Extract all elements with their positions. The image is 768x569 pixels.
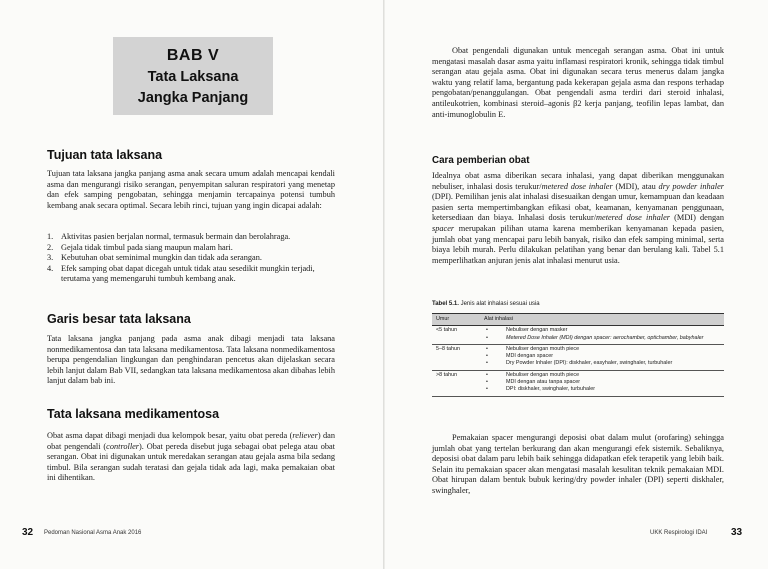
device-item: • DPI: diskhaler, swinghaler, turbuhaler	[484, 386, 720, 393]
table-row	[432, 326, 724, 345]
aims-list	[47, 232, 335, 285]
column-header-umur: Umur	[432, 314, 480, 326]
cell-age: 5–8 tahun	[432, 344, 480, 370]
paragraph-garis-besar: Tata laksana jangka panjang pada asma anak dibagi menjadi tata laksana nonmedikamentosa dan tata laksana medikamentosa. Tata laksana nonmedikamentosa berupa pengendalian lingkungan dan penghindaran pencetus akan dijelaskan secara lebih lanjut dalam Bab VII, sedangkan tata laksana medikamentosa akan dibahas lebih lanjut dalam bab ini.	[47, 334, 335, 386]
paragraph-spacer: Pemakaian spacer mengurangi deposisi obat dalam mulut (orofaring) sehingga jumlah obat yang tertelan berkurang dan akan mengurangi efek sistemik. Sebaliknya, deposisi obat dalam paru lebih baik sehingga didapatkan efek terapetik yang lebih baik. Selain itu pemakaian spacer akan mengatasi masalah kesulitan teknik pemakaian MDI. Obat hirupan dalam bentuk bubuk kering/dry powder inhaler (DPI) seperti diskhaler, swinghaler,	[432, 433, 724, 495]
page-number-left: 32	[22, 527, 34, 538]
chapter-header-box	[113, 37, 273, 115]
table-row	[432, 370, 724, 396]
column-header-alat: Alat inhalasi	[480, 314, 724, 326]
device-item: • Nebuliser dengan masker	[484, 327, 720, 334]
page-gutter	[383, 0, 385, 569]
heading-medikamentosa: Tata laksana medikamentosa	[47, 407, 220, 421]
device-item: • MDI dengan atau tanpa spacer	[484, 379, 720, 386]
inhaler-table	[432, 313, 724, 397]
footer-right: UKK Respirologi IDAI	[650, 530, 708, 536]
device-item: • Nebuliser dengan mouth piece	[484, 346, 720, 353]
paragraph-obat-pengendali: Obat pengendali digunakan untuk mencegah serangan asma. Obat ini untuk mengatasi masalah dasar asma yaitu inflamasi respiratori kronik, sehingga tidak timbul serangan atau gejala asma. Obat ini digunakan secara terus menerus dalam jangka waktu yang relatif lama, bergantung pada kekerapan gejala asma dan respons terhadap pengobatan/penanggulangan. Obat pengendali asma terdiri dari steroid inhalasi, antileukotrien, kombinasi steroid–agonis β2 kerja panjang, teofilin lepas lambat, dan anti-imunoglobulin E.	[432, 46, 724, 119]
list-item: 2. Gejala tidak timbul pada siang maupun malam hari.	[47, 242, 233, 252]
page-number-right: 33	[731, 527, 743, 538]
chapter-title-line-1: Tata Laksana	[147, 69, 239, 85]
device-item: • Nebuliser dengan mouth piece	[484, 372, 720, 379]
heading-tujuan: Tujuan tata laksana	[47, 148, 163, 162]
table-row	[432, 344, 724, 370]
list-item: 3. Kebutuhan obat seminimal mungkin dan tidak ada serangan.	[47, 253, 262, 263]
chapter-number: BAB V	[166, 47, 220, 64]
cell-devices	[480, 326, 724, 345]
device-item: • Dry Powder Inhaler (DPI): diskhaler, easyhaler, swinghaler, turbuhaler	[484, 360, 720, 367]
list-item: 4. Efek samping obat dapat dicegah untuk tidak atau sesedikit mungkin terjadi, terutama yang memengaruhi tumbuh kembang anak.	[47, 263, 315, 284]
footer-left: Pedoman Nasional Asma Anak 2016	[44, 530, 142, 536]
heading-cara-pemberian: Cara pemberian obat	[432, 155, 530, 166]
cell-age: >8 tahun	[432, 370, 480, 396]
cell-devices	[480, 344, 724, 370]
device-item: • Metered Dose Inhaler (MDI) dengan spacer: aerochamber, optichamber, babyhaler	[484, 335, 720, 342]
chapter-title-line-2: Jangka Panjang	[137, 90, 249, 106]
paragraph-medikamentosa: Obat asma dapat dibagi menjadi dua kelompok besar, yaitu obat pereda (reliever) dan obat pengendali (controller). Obat pereda disebut juga sebagai obat pelega atau obat serangan. Obat ini digunakan untuk meredakan serangan atau gejala asma bila sedang timbul. Bila serangan sudah teratasi dan gejala tidak ada lagi, maka pemakaian obat ini dihentikan.	[47, 431, 336, 483]
table-caption: Tabel 5.1. Jenis alat inhalasi sesuai usia	[432, 301, 540, 307]
list-item: 1. Aktivitas pasien berjalan normal, termasuk bermain dan berolahraga.	[47, 232, 291, 241]
device-item: • MDI dengan spacer	[484, 353, 720, 360]
paragraph-tujuan: Tujuan tata laksana jangka panjang asma anak secara umum adalah mencapai kendali asma dan mengurangi risiko serangan, penyempitan saluran respiratori yang menetap dan efek samping pengobatan, sehingga menjamin tercapainya potensi tumbuh kembang anak secara optimal. Secara lebih rinci, tujuan yang ingin dicapai adalah:	[47, 169, 335, 210]
cell-age: <5 tahun	[432, 326, 480, 345]
heading-garis-besar: Garis besar tata laksana	[47, 312, 191, 326]
paragraph-cara-pemberian: Idealnya obat asma diberikan secara inhalasi, yang dapat diberikan menggunakan nebuliser, inhalasi dosis terukur/metered dose inhaler (MDI), atau dry powder inhaler (DPI). Pemilihan jenis alat inhalasi disesuaikan dengan umur, kemampuan dan keadaan pasien serta mempertimbangkan efikasi obat, keamanan, kenyamanan penggunaan, ketersediaan dan biaya. Inhalasi dosis terukur/metered dose inhaler (MDI) dengan spacer merupakan pilihan utama karena memberikan kenyamanan kepada pasien, jumlah obat yang mencapai paru lebih banyak, risiko dan efek samping minimal, serta biaya lebih murah. Perlu dilakukan pelatihan yang benar dan berulang kali. Tabel 5.1 memperlihatkan anjuran jenis alat inhalasi menurut usia.	[432, 171, 724, 265]
cell-devices	[480, 370, 724, 396]
table-header-row	[432, 314, 724, 326]
